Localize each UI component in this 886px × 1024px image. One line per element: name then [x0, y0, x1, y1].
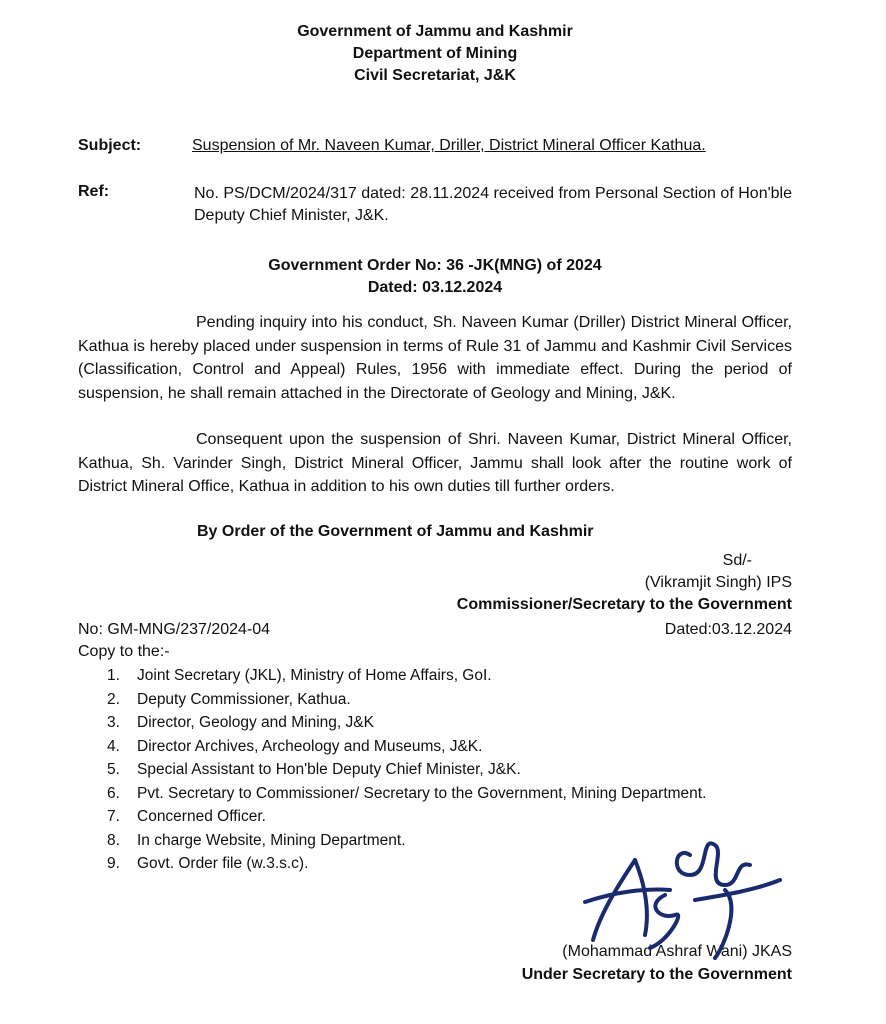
list-item-text: Concerned Officer.: [137, 808, 266, 825]
ref-label: Ref:: [78, 183, 110, 200]
list-item: [107, 735, 706, 759]
subject-text: Suspension of Mr. Naveen Kumar, Driller, District Mineral Officer Kathua.: [192, 137, 706, 154]
list-item-text: In charge Website, Mining Department.: [137, 831, 406, 849]
handwritten-signature: [575, 830, 785, 960]
letterhead-department: Department of Mining: [352, 45, 518, 62]
list-item-number: 1.: [107, 667, 120, 684]
commissioner-designation: Commissioner/Secretary to the Government: [456, 596, 792, 613]
order-date: Dated: 03.12.2024: [367, 279, 503, 296]
list-item-text: Director Archives, Archeology and Museums, J&K.: [137, 737, 483, 755]
list-item-number: 3.: [107, 714, 120, 731]
reference-number: No: GM-MNG/237/2024-04: [78, 621, 271, 638]
reference-date: Dated:03.12.2024: [664, 621, 792, 638]
list-item-text: Govt. Order file (w.3.s.c).: [137, 855, 309, 872]
order-heading: [0, 255, 870, 299]
commissioner-signature-block: [457, 550, 792, 616]
list-item-text: Joint Secretary (JKL), Ministry of Home Affairs, GoI.: [137, 667, 492, 684]
list-item-number: 8.: [107, 831, 120, 849]
under-secretary-name: (Mohammad Ashraf Wani) JKAS: [562, 943, 792, 960]
list-item-text: Director, Geology and Mining, J&K: [137, 714, 374, 731]
list-item: [107, 805, 706, 829]
order-paragraph-1-text: Pending inquiry into his conduct, Sh. Naveen Kumar (Driller) District Mineral Officer, Kathua is hereby placed under suspension in terms of Rule 31 of Jammu and Kashmir Civil Services (Classification, Control and Appeal) Rules, 1956 with immediate effect. During the period of suspension, he shall remain attached in the Directorate of Geology and Mining, J&K.: [78, 314, 792, 402]
list-item: [107, 664, 706, 688]
list-item: [107, 688, 706, 712]
commissioner-name: (Vikramjit Singh) IPS: [644, 574, 792, 591]
copy-to-label: Copy to the:-: [78, 643, 170, 660]
subject-label: Subject:: [78, 137, 142, 154]
list-item: [107, 782, 706, 806]
ref-text: No. PS/DCM/2024/317 dated: 28.11.2024 received from Personal Section of Hon'ble Deputy Chief Minister, J&K.: [194, 185, 792, 224]
order-paragraph-2: [78, 428, 792, 499]
list-item-number: 7.: [107, 808, 120, 825]
list-item-text: Special Assistant to Hon'ble Deputy Chief Minister, J&K.: [137, 761, 521, 778]
list-item-number: 2.: [107, 690, 120, 708]
list-item: [107, 758, 706, 782]
letterhead-secretariat: Civil Secretariat, J&K: [354, 67, 516, 84]
list-item-number: 6.: [107, 784, 120, 802]
list-item-text: Deputy Commissioner, Kathua.: [137, 690, 351, 708]
list-item-number: 9.: [107, 855, 120, 872]
by-order-line: By Order of the Government of Jammu and Kashmir: [197, 523, 594, 540]
list-item-text: Pvt. Secretary to Commissioner/ Secretary to the Government, Mining Department.: [137, 784, 707, 802]
order-number: Government Order No: 36 -JK(MNG) of 2024: [268, 257, 602, 274]
under-secretary-designation: Under Secretary to the Government: [521, 966, 792, 983]
sd-mark: Sd/-: [722, 552, 752, 569]
letterhead: [0, 21, 870, 87]
list-item-number: 5.: [107, 761, 120, 778]
letterhead-government: Government of Jammu and Kashmir: [297, 23, 573, 40]
order-paragraph-1: [78, 311, 792, 405]
list-item-number: 4.: [107, 737, 120, 755]
order-paragraph-2-text: Consequent upon the suspension of Shri. Naveen Kumar, District Mineral Officer, Kathua, Sh. Varinder Singh, District Mineral Officer, Jammu shall look after the routine work of District Mineral Office, Kathua in addition to his own duties till further orders.: [78, 431, 792, 495]
list-item: [107, 711, 706, 735]
